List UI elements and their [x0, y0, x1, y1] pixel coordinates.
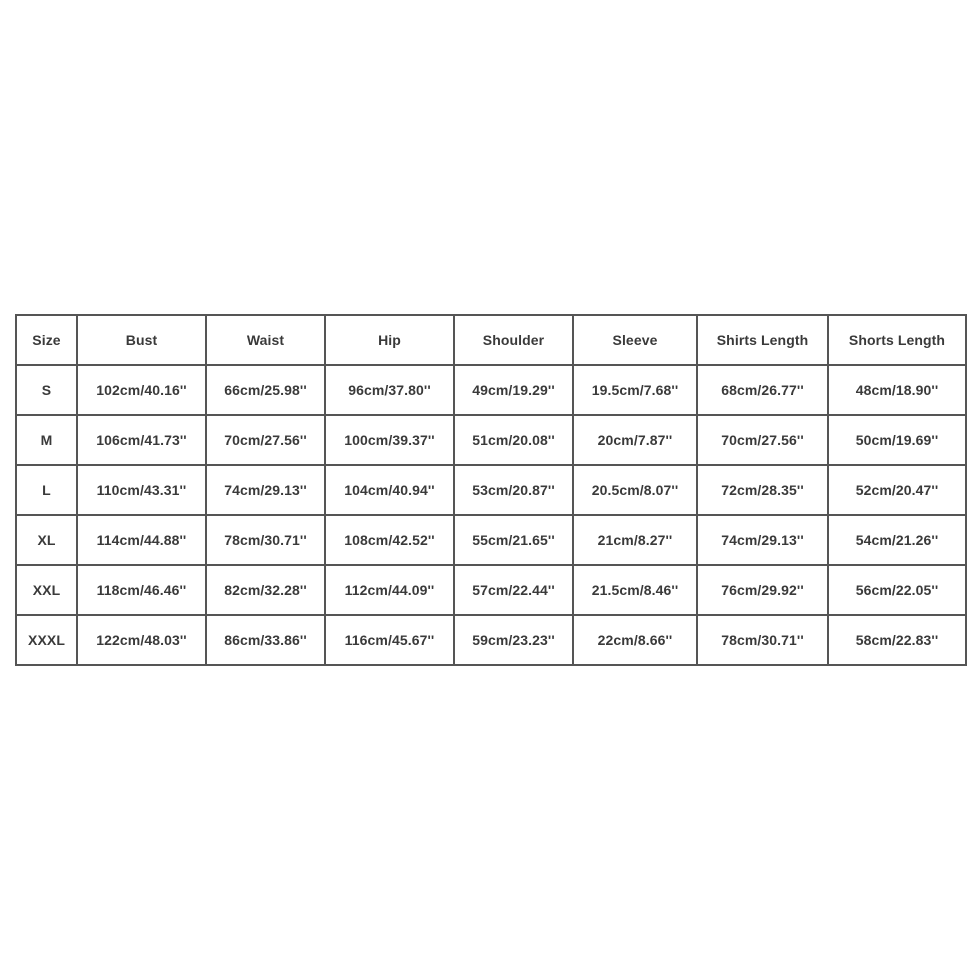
- table-cell: 54cm/21.26'': [828, 515, 966, 565]
- table-cell: 116cm/45.67'': [325, 615, 454, 665]
- table-cell: 55cm/21.65'': [454, 515, 573, 565]
- table-row: [16, 515, 966, 565]
- table-cell: 114cm/44.88'': [77, 515, 206, 565]
- table-cell: 70cm/27.56'': [206, 415, 325, 465]
- table-cell: 49cm/19.29'': [454, 365, 573, 415]
- table-cell: 104cm/40.94'': [325, 465, 454, 515]
- header-shorts-length: Shorts Length: [828, 315, 966, 365]
- table-cell: XXL: [16, 565, 77, 615]
- header-bust: Bust: [77, 315, 206, 365]
- table-cell: 102cm/40.16'': [77, 365, 206, 415]
- table-cell: 112cm/44.09'': [325, 565, 454, 615]
- table-cell: 122cm/48.03'': [77, 615, 206, 665]
- table-cell: 22cm/8.66'': [573, 615, 697, 665]
- table-cell: 78cm/30.71'': [697, 615, 828, 665]
- table-cell: 48cm/18.90'': [828, 365, 966, 415]
- header-size: Size: [16, 315, 77, 365]
- header-sleeve: Sleeve: [573, 315, 697, 365]
- table-cell: 50cm/19.69'': [828, 415, 966, 465]
- table-cell: 70cm/27.56'': [697, 415, 828, 465]
- table-cell: 21.5cm/8.46'': [573, 565, 697, 615]
- table-cell: XL: [16, 515, 77, 565]
- table-cell: 57cm/22.44'': [454, 565, 573, 615]
- table-cell: 118cm/46.46'': [77, 565, 206, 615]
- table-cell: 100cm/39.37'': [325, 415, 454, 465]
- table-cell: S: [16, 365, 77, 415]
- table-cell: 78cm/30.71'': [206, 515, 325, 565]
- table-row: [16, 365, 966, 415]
- table-cell: 72cm/28.35'': [697, 465, 828, 515]
- table-cell: 86cm/33.86'': [206, 615, 325, 665]
- table-row: [16, 615, 966, 665]
- table-cell: 108cm/42.52'': [325, 515, 454, 565]
- table-cell: M: [16, 415, 77, 465]
- size-chart-table: [15, 314, 967, 666]
- header-waist: Waist: [206, 315, 325, 365]
- table-row: [16, 415, 966, 465]
- header-row: [16, 315, 966, 365]
- table-cell: 52cm/20.47'': [828, 465, 966, 515]
- table-cell: 20cm/7.87'': [573, 415, 697, 465]
- table-cell: 51cm/20.08'': [454, 415, 573, 465]
- table-cell: 58cm/22.83'': [828, 615, 966, 665]
- table-cell: 19.5cm/7.68'': [573, 365, 697, 415]
- table-cell: 74cm/29.13'': [206, 465, 325, 515]
- table-cell: 53cm/20.87'': [454, 465, 573, 515]
- table-cell: 82cm/32.28'': [206, 565, 325, 615]
- header-shirts-length: Shirts Length: [697, 315, 828, 365]
- table-cell: 96cm/37.80'': [325, 365, 454, 415]
- table-row: [16, 465, 966, 515]
- header-shoulder: Shoulder: [454, 315, 573, 365]
- table-cell: 106cm/41.73'': [77, 415, 206, 465]
- table-cell: 110cm/43.31'': [77, 465, 206, 515]
- table-cell: 59cm/23.23'': [454, 615, 573, 665]
- table-cell: 76cm/29.92'': [697, 565, 828, 615]
- table-cell: 20.5cm/8.07'': [573, 465, 697, 515]
- table-cell: 66cm/25.98'': [206, 365, 325, 415]
- table-cell: L: [16, 465, 77, 515]
- table-cell: 74cm/29.13'': [697, 515, 828, 565]
- table-cell: 68cm/26.77'': [697, 365, 828, 415]
- header-hip: Hip: [325, 315, 454, 365]
- table-row: [16, 565, 966, 615]
- table-cell: XXXL: [16, 615, 77, 665]
- table-cell: 21cm/8.27'': [573, 515, 697, 565]
- table-cell: 56cm/22.05'': [828, 565, 966, 615]
